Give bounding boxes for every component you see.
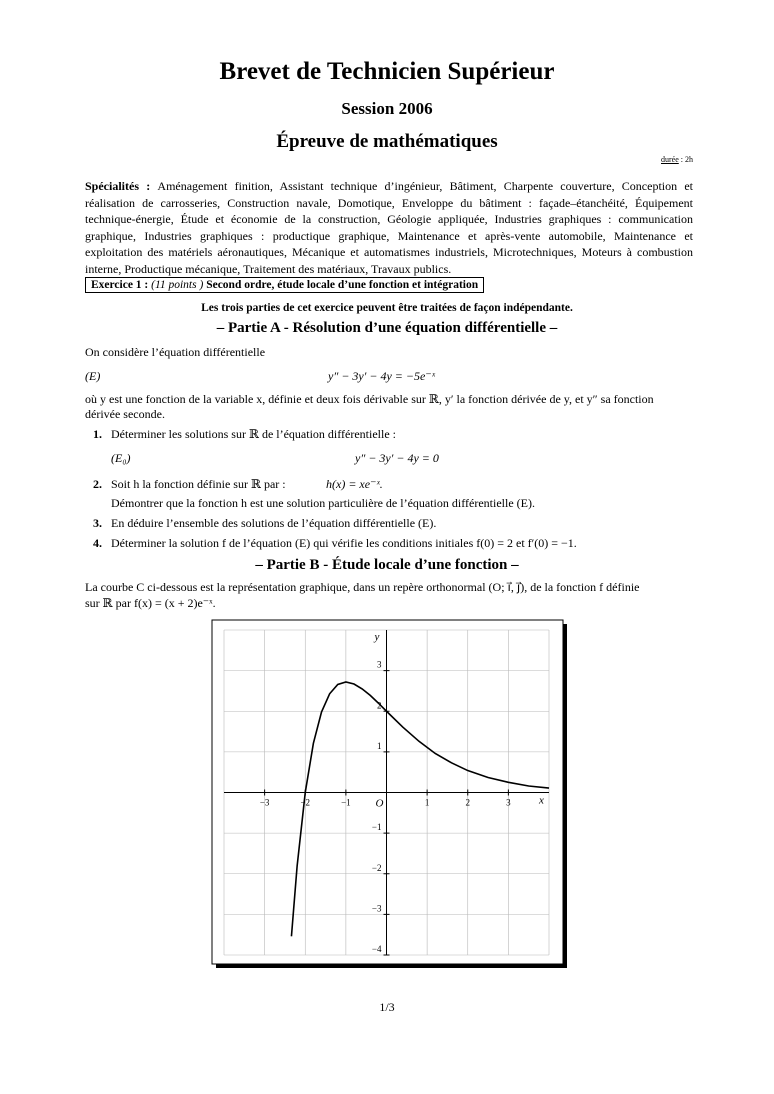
x-tick-label: −3 xyxy=(259,797,270,808)
y-tick-label: 3 xyxy=(377,659,382,670)
independent-note: Les trois parties de cet exercice peuvent être traitées de façon indépendante. xyxy=(201,302,573,314)
duration xyxy=(661,155,693,164)
x-tick-label: 2 xyxy=(465,797,470,808)
q1-number: 1. xyxy=(93,427,102,441)
y-tick-label: −4 xyxy=(371,944,382,954)
x-tick-label: 1 xyxy=(424,797,430,808)
y-tick-label: 2 xyxy=(377,700,382,711)
x-axis-label: x xyxy=(539,794,544,807)
exam-title: Brevet de Technicien Supérieur xyxy=(219,58,555,85)
part-b-heading: – Partie B - Étude locale d’une fonction – xyxy=(255,557,519,573)
part-a-heading: – Partie A - Résolution d’une équation différentielle – xyxy=(216,320,558,336)
x-tick-label: 3 xyxy=(506,797,511,808)
duration-label: durée xyxy=(661,155,679,164)
y-tick-label: −1 xyxy=(371,822,382,833)
part-b-intro-line-1: La courbe C ci-dessous est la représentation graphique, dans un repère orthonormal (O; i⃗, j⃗), de la fonction f définie xyxy=(85,580,640,594)
origin-label: O xyxy=(375,797,384,810)
q4-text: Déterminer la solution f de l’équation (E) qui vérifie les conditions initiales f(0) = 2 et f′(0) = −1. xyxy=(111,536,577,550)
epreuve-title: Épreuve de mathématiques xyxy=(276,131,498,152)
equation-e: y″ − 3y′ − 4y = −5e⁻ˣ xyxy=(328,369,436,383)
x-tick-label: −2 xyxy=(300,797,311,808)
q2-text-c: Démontrer que la fonction h est une solution particulière de l’équation différentielle (E). xyxy=(111,496,535,510)
specialites-label: Spécialités : xyxy=(85,179,158,193)
q3-number: 3. xyxy=(93,516,102,530)
exercise-label: Exercice 1 : xyxy=(91,279,149,291)
exercise-title: Second ordre, étude locale d’une fonction et intégration xyxy=(206,279,479,291)
equation-e-label: (E) xyxy=(85,369,101,383)
duration-value: : 2h xyxy=(678,155,693,164)
y-tick-label: −2 xyxy=(371,862,382,873)
x-tick-label: −1 xyxy=(341,797,351,808)
function-graph xyxy=(210,618,570,972)
y-tick-label: 1 xyxy=(377,740,382,751)
specialites-paragraph xyxy=(85,178,693,277)
equation-e0: y″ − 3y′ − 4y = 0 xyxy=(355,451,439,465)
specialites-text: Aménagement finition, Assistant technique d’ingénieur, Bâtiment, Charpente couverture, Conception et réalisation de carrosseries, Construction navale, Domotique, Enveloppe du bâtiment : façade–étanchéité, Équipement technique-énergie, Étude et économie de la construction, Géologie appliquée, Industries graphiques : communication graphique, Industries graphiques : productique graphique, Maintenance et après-vente automobile, Maintenance et exploitation des matériels aéronautiques, Mécanique et automatismes industriels, Microtechniques, Moteurs à combustion interne, Productique mécanique, Traitement des matériaux, Travaux publics. xyxy=(85,179,693,276)
equation-e0-label: (E₀) xyxy=(111,451,131,465)
q2-text-b: h(x) = xe⁻ˣ. xyxy=(326,477,383,491)
y-axis-label: y xyxy=(374,631,380,643)
where-line-1: où y est une fonction de la variable x, définie et deux fois dérivable sur ℝ, y′ la fonction dérivée de y, et y″ sa fonction xyxy=(85,392,654,406)
exercise-box xyxy=(85,277,484,293)
q1-text: Déterminer les solutions sur ℝ de l’équation différentielle : xyxy=(111,427,397,441)
q4-number: 4. xyxy=(93,536,102,550)
q2-text-a: Soit h la fonction définie sur ℝ par : xyxy=(111,477,286,491)
part-b-intro-line-2: sur ℝ par f(x) = (x + 2)e⁻ˣ. xyxy=(85,596,216,610)
session-title: Session 2006 xyxy=(341,99,433,118)
q3-text: En déduire l’ensemble des solutions de l’équation différentielle (E). xyxy=(111,516,437,530)
q2-number: 2. xyxy=(93,477,102,491)
exercise-points: (11 points ) xyxy=(151,279,204,291)
y-tick-label: −3 xyxy=(371,903,382,914)
page-number: 1/3 xyxy=(379,1000,395,1014)
where-line-2: dérivée seconde. xyxy=(85,407,165,421)
part-a-intro: On considère l’équation différentielle xyxy=(85,345,266,359)
